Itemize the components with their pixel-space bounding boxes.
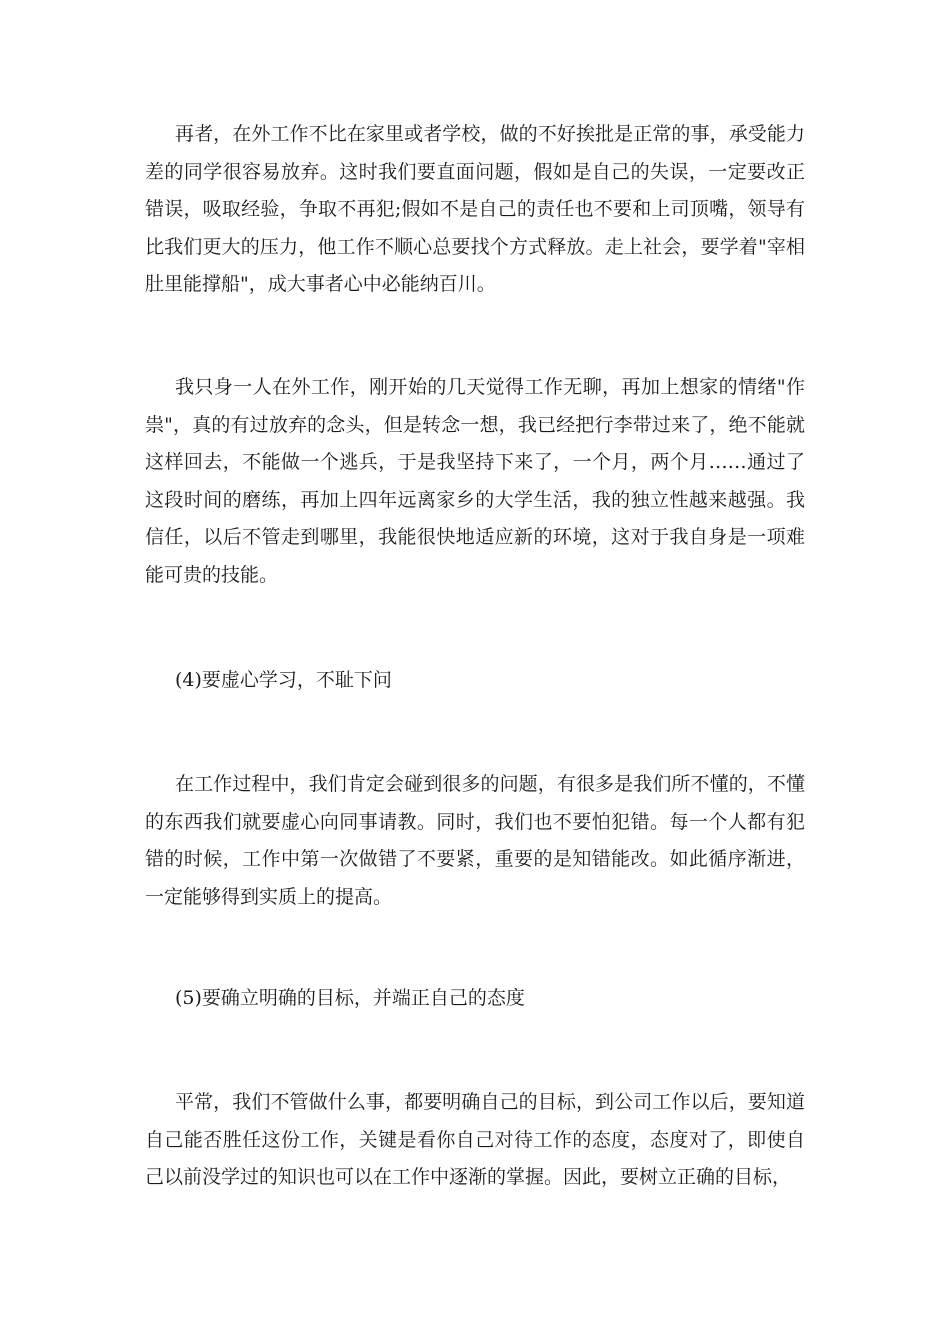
paragraph-learning: 在工作过程中，我们肯定会碰到很多的问题，有很多是我们所不懂的，不懂的东西我们就要虚心向同事请教。同时，我们也不要怕犯错。每一个人都有犯错的时候，工作中第一次做错了不要紧，重要的是知错能改。如此循序渐进，一定能够得到实质上的提高。 [145,773,805,908]
paragraph-criticism: 再者，在外工作不比在家里或者学校，做的不好挨批是正常的事，承受能力差的同学很容易放弃。这时我们要直面问题，假如是自己的失误，一定要改正错误，吸取经验，争取不再犯;假如不是自己的责任也不要和上司顶嘴，领导有比我们更大的压力，他工作不顺心总要找个方式释放。走上社会，要学着"宰相肚里能撑船"，成大事者心中必能纳百川。 [145,123,805,295]
paragraph-goals: 平常，我们不管做什么事，都要明确自己的目标，到公司工作以后，要知道自己能否胜任这份工作，关键是看你自己对待工作的态度，态度对了，即使自己以前没学过的知识也可以在工作中逐渐的掌握。因此，要树立正确的目标， [145,1091,805,1188]
paragraph-independence: 我只身一人在外工作，刚开始的几天觉得工作无聊，再加上想家的情绪"作祟"，真的有过放弃的念头，但是转念一想，我已经把行李带过来了，绝不能就这样回去，不能做一个逃兵，于是我坚持下来了，一个月，两个月……通过了这段时间的磨练，再加上四年远离家乡的大学生活，我的独立性越来越强。我信任，以后不管走到哪里，我能很快地适应新的环境，这对于我自身是一项难能可贵的技能。 [145,376,805,586]
section-heading-4: (4)要虚心学习，不耻下问 [175,669,392,691]
section-heading-5: (5)要确立明确的目标，并端正自己的态度 [175,987,525,1009]
